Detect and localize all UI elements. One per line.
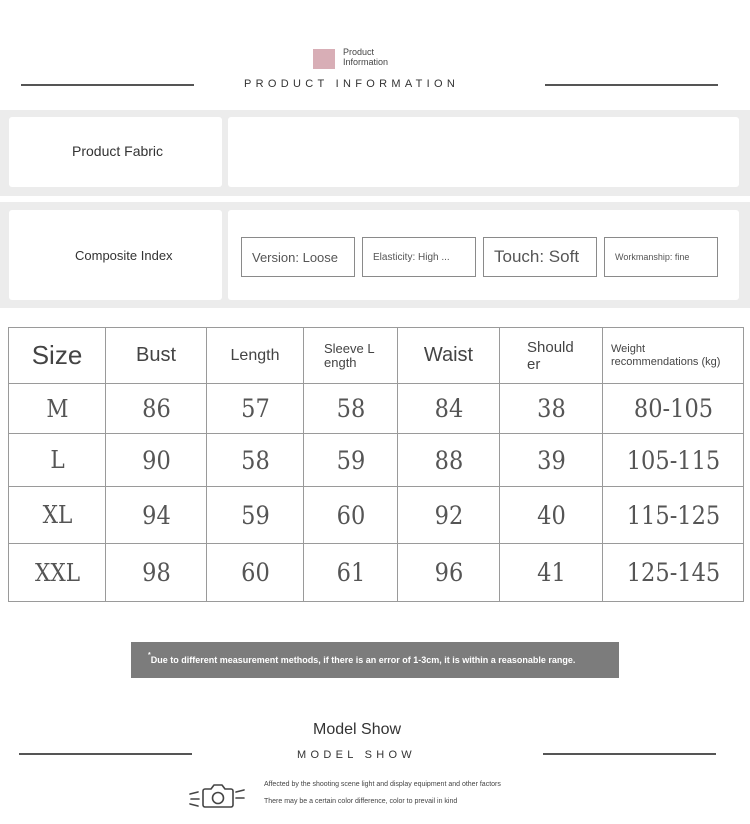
cell-weight: 115-125 <box>610 487 737 544</box>
header-left-rule <box>21 84 194 86</box>
tag-elasticity: Elasticity: High ... <box>362 237 476 277</box>
cell-waist: 96 <box>403 544 495 602</box>
model-show-left-rule <box>19 753 192 755</box>
header-shoulder: Should er <box>500 328 603 384</box>
table-row-l <box>9 434 744 487</box>
cell-length: 60 <box>211 544 298 602</box>
cell-size: XL <box>13 487 100 544</box>
tag-workmanship: Workmanship: fine <box>604 237 718 277</box>
model-show-subtitle: MODEL SHOW <box>297 749 416 761</box>
product-info-title: PRODUCT INFORMATION <box>244 78 460 90</box>
cell-bust: 98 <box>111 544 202 602</box>
cell-shoulder: 40 <box>505 487 598 544</box>
measurement-note-text: Due to different measurement methods, if there is an error of 1-3cm, it is within a reasonable range. <box>150 655 576 665</box>
cell-length: 59 <box>211 487 298 544</box>
header-length: Length <box>207 328 304 384</box>
cell-sleeve: 59 <box>308 434 393 487</box>
table-row-xl <box>9 487 744 544</box>
cell-waist: 88 <box>403 434 495 487</box>
cell-length: 58 <box>211 434 298 487</box>
size-table-header <box>9 328 744 384</box>
cell-shoulder: 38 <box>505 384 598 434</box>
cell-sleeve: 60 <box>308 487 393 544</box>
tag-touch: Touch: Soft <box>483 237 597 277</box>
camera-icon <box>188 781 246 811</box>
cell-weight: 125-145 <box>610 544 737 602</box>
disclaimer-line-1: Affected by the shooting scene light and display equipment and other factors <box>264 781 501 788</box>
header-waist: Waist <box>398 328 500 384</box>
table-row-m <box>9 384 744 434</box>
cell-size: XXL <box>13 544 100 602</box>
cell-sleeve: 58 <box>308 384 393 434</box>
small-title-line1: Product <box>343 47 375 57</box>
header-size: Size <box>9 328 106 384</box>
cell-size: M <box>13 384 100 434</box>
tag-version: Version: Loose <box>241 237 355 277</box>
cell-shoulder: 41 <box>505 544 598 602</box>
cell-weight: 105-115 <box>610 434 737 487</box>
product-info-small-title <box>343 47 388 67</box>
cell-bust: 86 <box>111 384 202 434</box>
table-row-xxl <box>9 544 744 602</box>
cell-weight: 80-105 <box>610 384 737 434</box>
cell-bust: 94 <box>111 487 202 544</box>
small-title-line2: Information <box>343 57 389 67</box>
cell-waist: 92 <box>403 487 495 544</box>
cell-size: L <box>13 434 100 487</box>
cell-bust: 90 <box>111 434 202 487</box>
composite-index-label: Composite Index <box>75 248 173 263</box>
cell-length: 57 <box>211 384 298 434</box>
product-info-swatch <box>313 49 335 69</box>
model-show-title: Model Show <box>313 721 402 738</box>
disclaimer-line-2: There may be a certain color difference, color to prevail in kind <box>264 798 458 805</box>
fabric-label: Product Fabric <box>72 143 164 159</box>
fabric-value-cell <box>228 117 739 187</box>
size-table <box>8 327 744 602</box>
header-right-rule <box>545 84 718 86</box>
measurement-note-banner <box>131 642 619 678</box>
model-show-right-rule <box>543 753 716 755</box>
header-weight-recommendations: Weight recommendations (kg) <box>603 328 744 384</box>
cell-shoulder: 39 <box>505 434 598 487</box>
cell-waist: 84 <box>403 384 495 434</box>
header-bust: Bust <box>106 328 207 384</box>
cell-sleeve: 61 <box>308 544 393 602</box>
note-asterisk: * <box>148 652 151 659</box>
header-sleeve-length: Sleeve L ength <box>304 328 398 384</box>
